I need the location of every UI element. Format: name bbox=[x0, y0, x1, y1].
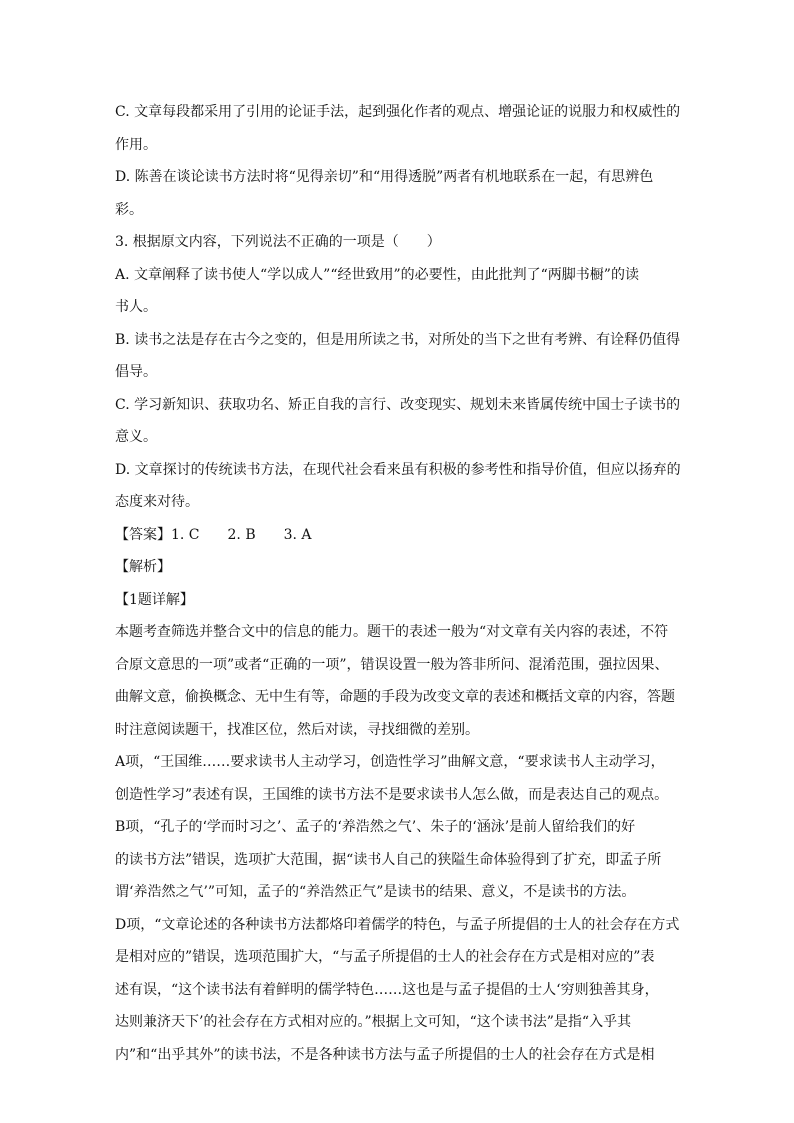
item-b-analysis-line-2: 的读书方法”错误，选项扩大范围，据“读书人自己的狭隘生命体验得到了扩充，即孟子所 bbox=[115, 851, 662, 868]
item-b-analysis-line-3: 谓‘养浩然之气’”可知，孟子的“养浩然正气”是读书的结果、意义，不是读书的方法。 bbox=[115, 884, 636, 900]
item-d-analysis-line-2: 是相对应的”错误，选项范围扩大，“与孟子所提倡的士人的社会存在方式是相对应的”表 bbox=[115, 949, 655, 965]
document-body bbox=[115, 100, 683, 1068]
item-d-analysis-line-5: 内”和“出乎其外”的读书法，不是各种读书方法与孟子所提倡的士人的社会存在方式是相 bbox=[115, 1046, 655, 1063]
answer-line: 【答案】1. C 2. B 3. A bbox=[115, 526, 312, 543]
option-c-line-2: 作用。 bbox=[115, 136, 157, 153]
item-a-analysis-line-2: 创造性学习”表述有误，王国维的读书方法不是要求读书人怎么做，而是表达自己的观点。 bbox=[115, 786, 669, 803]
item-d-analysis-line-4: 达则兼济天下’的社会存在方式相对应的。”根据上文可知，“这个读书法”是指“入乎其 bbox=[115, 1014, 632, 1030]
q3-option-a-line-1: A. 文章阐释了读书使人“学以成人”“经世致用”的必要性，由此批判了“两脚书橱”的读 bbox=[115, 266, 639, 283]
q3-option-d-line-1: D. 文章探讨的传统读书方法，在现代社会看来虽有积极的参考性和指导价值，但应以扬弃的 bbox=[115, 461, 681, 478]
analysis-paragraph-line-4: 时注意阅读题干，找准区位，然后对读，寻找细微的差别。 bbox=[115, 721, 479, 738]
item-d-analysis-line-1: D项，“文章论述的各种读书方法都烙印着儒学的特色，与孟子所提倡的士人的社会存在方式 bbox=[115, 916, 680, 933]
analysis-paragraph-line-3: 曲解文意，偷换概念、无中生有等，命题的手段为改变文章的表述和概括文章的内容，答题 bbox=[115, 689, 675, 705]
q1-detail-heading: 【1题详解】 bbox=[115, 591, 194, 608]
q3-option-b-line-1: B. 读书之法是存在古今之变的，但是用所读之书，对所处的当下之世有考辨、有诠释仍值得 bbox=[115, 331, 681, 348]
question-3-stem: 3. 根据原文内容，下列说法不正确的一项是（ ） bbox=[115, 234, 441, 250]
option-c-line-1: C. 文章每段都采用了引用的论证手法，起到强化作者的观点、增强论证的说服力和权威性的 bbox=[115, 104, 681, 120]
option-d-line-2: 彩。 bbox=[115, 201, 143, 218]
analysis-paragraph-line-2: 合原文意思的一项”或者“正确的一项”，错误设置一般为答非所问、混淆范围，强拉因果、 bbox=[115, 656, 669, 673]
item-a-analysis-line-1: A项，“王国维……要求读书人主动学习，创造性学习”曲解文意，“要求读书人主动学习， bbox=[115, 754, 665, 770]
analysis-paragraph-line-1: 本题考查筛选并整合文中的信息的能力。题干的表述一般为“对文章有关内容的表述，不符 bbox=[115, 624, 669, 640]
item-d-analysis-line-3: 述有误，“这个读书法有着鲜明的儒学特色……这也是与孟子提倡的士人‘穷则独善其身， bbox=[115, 981, 659, 998]
q3-option-b-line-2: 倡导。 bbox=[115, 364, 157, 380]
q3-option-c-line-1: C. 学习新知识、获取功名、矫正自我的言行、改变现实、规划未来皆属传统中国士子读书的 bbox=[115, 396, 681, 413]
q3-option-c-line-2: 意义。 bbox=[115, 429, 157, 445]
item-b-analysis-line-1: B项，“孔子的‘学而时习之’、孟子的‘养浩然之气’、朱子的‘涵泳’是前人留给我们的好 bbox=[115, 819, 636, 835]
option-d-line-1: D. 陈善在谈论读书方法时将“见得亲切”和“用得透脱”两者有机地联系在一起，有思辨色 bbox=[115, 169, 654, 185]
analysis-heading: 【解析】 bbox=[115, 559, 171, 575]
q3-option-a-line-2: 书人。 bbox=[115, 299, 157, 315]
q3-option-d-line-2: 态度来对待。 bbox=[115, 494, 199, 510]
